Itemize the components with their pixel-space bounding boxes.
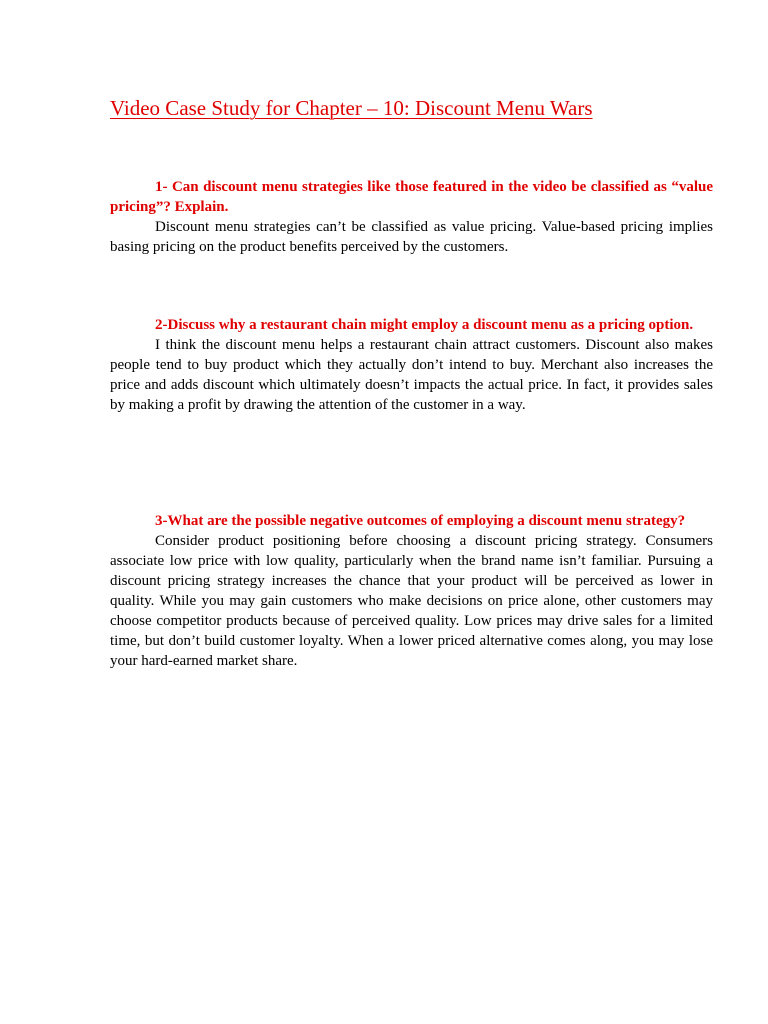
question-block-1 [110, 177, 713, 257]
document-title [110, 95, 713, 121]
answer-3: Consider product positioning before choosing a discount pricing strategy. Consumers associate low price with low quality, particularly when the brand name isn’t familiar. Pursuing a discount pricing strategy increases the chance that your product will be perceived as lower in quality. While you may gain customers who make decisions on price alone, other customers may choose competitor products because of perceived quality. Low prices may drive sales for a limited time, but don’t build customer loyalty. When a lower priced alternative comes along, you may lose your hard-earned market share. [110, 533, 713, 669]
question-3: 3-What are the possible negative outcomes of employing a discount menu strategy? [155, 513, 686, 529]
question-2: 2-Discuss why a restaurant chain might employ a discount menu as a pricing option. [155, 317, 694, 333]
question-block-3 [110, 511, 713, 671]
answer-1: Discount menu strategies can’t be classified as value pricing. Value-based pricing implies basing pricing on the product benefits perceived by the customers. [110, 219, 713, 255]
answer-2: I think the discount menu helps a restaurant chain attract customers. Discount also makes people tend to buy product which they actually don’t intend to buy. Merchant also increases the price and adds discount which ultimately doesn’t impacts the actual price. In fact, it provides sales by making a profit by drawing the attention of the customer in a way. [110, 337, 713, 413]
question-block-2 [110, 315, 713, 415]
document-title-topic: Discount Menu Wars [409, 96, 593, 120]
document-title-chapter: Video Case Study for Chapter – 10: [110, 96, 410, 120]
question-1: 1- Can discount menu strategies like those featured in the video be classified as “value pricing”? Explain. [110, 179, 713, 215]
